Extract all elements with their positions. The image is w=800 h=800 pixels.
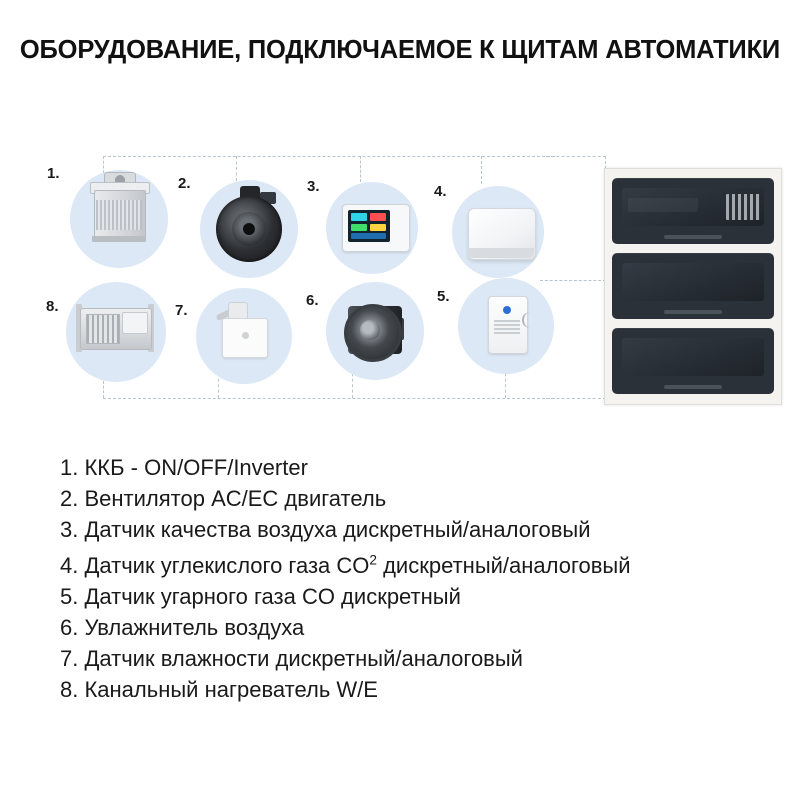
equipment-diagram	[0, 130, 800, 440]
legend-list	[60, 452, 760, 705]
legend-item-text: Датчик углекислого газа $CO^2$ дискретный/аналоговый	[84, 553, 631, 579]
legend-item	[60, 612, 760, 643]
node-number-1: 1.	[47, 165, 60, 182]
panel-handle[interactable]	[664, 385, 722, 389]
node-number-2: 2.	[178, 175, 191, 192]
panel-handle[interactable]	[664, 310, 722, 314]
automation-cabinet[interactable]	[604, 168, 782, 405]
panel-lens	[622, 338, 764, 376]
legend-item	[60, 674, 760, 705]
node-duct-fan[interactable]	[200, 180, 298, 278]
node-number-6: 6.	[306, 292, 319, 309]
panel-handle[interactable]	[664, 235, 722, 239]
panel-lens	[622, 263, 764, 301]
legend-item-text: Канальный нагреватель W/E	[84, 677, 378, 703]
air-quality-monitor-icon	[326, 182, 418, 274]
node-co-detector[interactable]	[458, 278, 554, 374]
legend-item-index: 8.	[60, 677, 79, 703]
node-number-5: 5.	[437, 288, 450, 305]
node-air-quality-monitor[interactable]	[326, 182, 418, 274]
node-number-8: 8.	[46, 298, 59, 315]
connector-top-1	[103, 156, 555, 157]
co2-sensor-icon	[452, 186, 544, 278]
node-number-4: 4.	[434, 183, 447, 200]
cabinet-panel-middle[interactable]	[612, 253, 774, 319]
cabinet-panel-bottom[interactable]	[612, 328, 774, 394]
legend-item-index: 4.	[60, 553, 79, 579]
legend-item-text: ККБ - ON/OFF/Inverter	[84, 455, 308, 480]
legend-item-text: Датчик качества воздуха дискретный/аналоговый	[84, 517, 591, 542]
legend-item-text: Датчик влажности дискретный/аналоговый	[84, 646, 523, 672]
connector-top-to-cabinet	[546, 156, 606, 157]
node-number-7: 7.	[175, 302, 188, 319]
node-duct-heater[interactable]	[66, 282, 166, 382]
panel-label-strip	[628, 198, 698, 212]
node-humidifier[interactable]	[326, 282, 424, 380]
duct-heater-icon	[66, 282, 166, 382]
connector-top-4-drop	[481, 156, 482, 184]
legend-item	[60, 514, 760, 545]
duct-fan-icon	[200, 180, 298, 278]
legend-item-index: 7.	[60, 646, 79, 672]
legend-item-index: 2.	[60, 486, 79, 511]
legend-item-index: 1.	[60, 455, 79, 480]
node-number-3: 3.	[307, 178, 320, 195]
humidifier-icon	[326, 282, 424, 380]
node-humidity-sensor[interactable]	[196, 288, 292, 384]
legend-item-index: 6.	[60, 615, 79, 641]
legend-item-index: 3.	[60, 517, 79, 542]
legend-item-index: 5.	[60, 584, 79, 610]
legend-item-text: Вентилятор AC/EC двигатель	[84, 486, 387, 511]
connector-bottom-1	[103, 398, 555, 399]
legend-item-text: Увлажнитель воздуха	[84, 615, 305, 641]
legend-item	[60, 643, 760, 674]
page-title: ОБОРУДОВАНИЕ, ПОДКЛЮЧАЕМОЕ К ЩИТАМ АВТОМАТИКИ	[19, 36, 781, 64]
node-condenser-unit[interactable]	[70, 170, 168, 268]
humidity-sensor-icon	[196, 288, 292, 384]
legend-item	[60, 581, 760, 612]
connector-top-2-drop	[236, 156, 237, 181]
connector-top-3-drop	[360, 156, 361, 182]
node-co2-sensor[interactable]	[452, 186, 544, 278]
condenser-unit-icon	[70, 170, 168, 268]
legend-item	[60, 483, 760, 514]
connector-bottom-to-cabinet	[546, 398, 606, 399]
co-detector-icon	[458, 278, 554, 374]
legend-item-text: Датчик угарного газа CO дискретный	[84, 584, 461, 610]
legend-item	[60, 452, 760, 483]
legend-item	[60, 545, 760, 581]
cabinet-panel-top[interactable]	[612, 178, 774, 244]
panel-breakers-icon	[726, 194, 760, 220]
